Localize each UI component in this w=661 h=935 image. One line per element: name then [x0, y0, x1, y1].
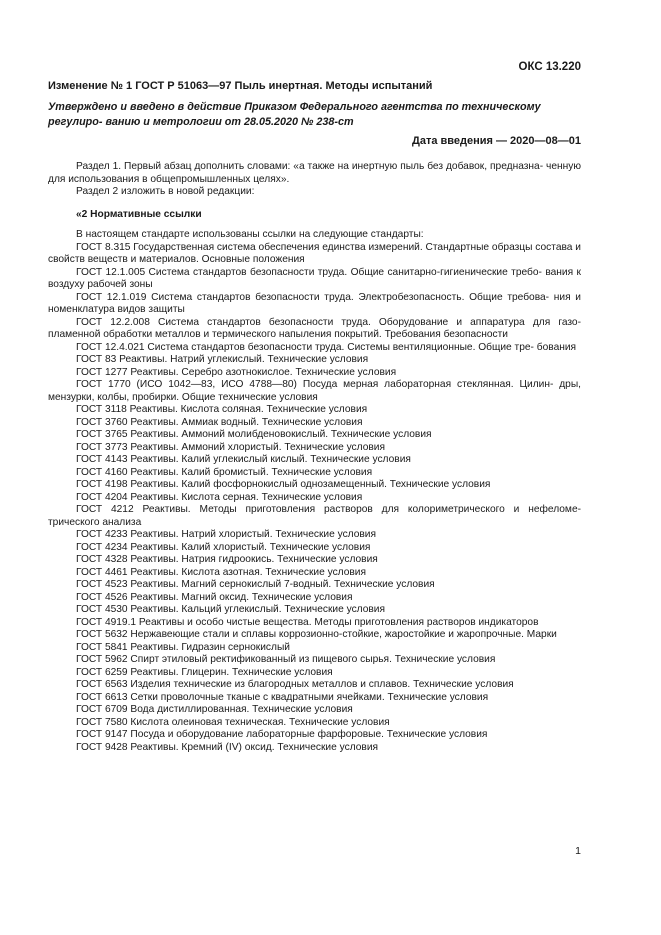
reference-item: ГОСТ 4328 Реактивы. Натрия гидроокись. Технические условия [76, 554, 378, 565]
reference-item: ГОСТ 5841 Реактивы. Гидразин сернокислый [76, 641, 290, 653]
reference-item: ГОСТ 4234 Реактивы. Калий хлористый. Технические условия [76, 541, 371, 553]
paragraph-section-2: Раздел 2 изложить в новой редакции: [76, 186, 255, 197]
reference-item: ГОСТ 12.1.019 Система стандартов безопасности труда. Электробезопасность. Общие требова- ния и номенклатура видов защиты [48, 291, 581, 315]
reference-item: ГОСТ 83 Реактивы. Натрий углекислый. Технические условия [76, 354, 369, 365]
reference-item: ГОСТ 3760 Реактивы. Аммиак водный. Технические условия [76, 416, 363, 428]
reference-item: ГОСТ 4523 Реактивы. Магний сернокислый 7-водный. Технические условия [76, 579, 435, 590]
document-body [48, 161, 581, 754]
reference-item: ГОСТ 3773 Реактивы. Аммоний хлористый. Технические условия [76, 441, 385, 453]
reference-item: ГОСТ 6709 Вода дистиллированная. Технические условия [76, 704, 353, 715]
reference-item: ГОСТ 12.4.021 Система стандартов безопасности труда. Системы вентиляционные. Общие тре- бования [76, 341, 577, 353]
reference-item: ГОСТ 6259 Реактивы. Глицерин. Технические условия [76, 666, 333, 678]
reference-item: ГОСТ 12.2.008 Система стандартов безопасности труда. Оборудование и аппаратура для газо- пламенной обработки металлов и термического напыления покрытий. Требования безопасности [48, 316, 581, 340]
reference-item: ГОСТ 4461 Реактивы. Кислота азотная. Технические условия [76, 566, 367, 578]
reference-item: ГОСТ 5962 Спирт этиловый ректификованный из пищевого сырья. Технические условия [76, 654, 496, 665]
reference-item: ГОСТ 6563 Изделия технические из благородных металлов и сплавов. Технические условия [76, 679, 514, 690]
introduction-date: Дата введения — 2020—08—01 [412, 135, 581, 147]
reference-item: ГОСТ 7580 Кислота олеиновая техническая. Технические условия [76, 716, 390, 728]
reference-item: ГОСТ 1277 Реактивы. Серебро азотнокислое. Технические условия [76, 366, 397, 378]
reference-item: ГОСТ 4204 Реактивы. Кислота серная. Технические условия [76, 491, 363, 503]
reference-item: ГОСТ 5632 Нержавеющие стали и сплавы коррозионно-стойкие, жаростойкие и жаропрочные. Марки [76, 629, 557, 640]
reference-item: ГОСТ 3118 Реактивы. Кислота соляная. Технические условия [76, 404, 368, 415]
references-lead: В настоящем стандарте использованы ссылки на следующие стандарты: [76, 229, 424, 240]
amendment-title: Изменение № 1 ГОСТ Р 51063—97 Пыль инертная. Методы испытаний [48, 80, 433, 92]
reference-item: ГОСТ 12.1.005 Система стандартов безопасности труда. Общие санитарно-гигиенические требо- вания к воздуху рабочей зоны [48, 266, 581, 290]
reference-item: ГОСТ 1770 (ИСО 1042—83, ИСО 4788—80) Посуда мерная лабораторная стеклянная. Цилин- дры, мензурки, колбы, пробирки. Общие технические условия [48, 379, 581, 403]
reference-item: ГОСТ 8.315 Государственная система обеспечения единства измерений. Стандартные образцы состава и свойств веществ и материалов. Основные положения [48, 241, 581, 265]
reference-item: ГОСТ 6613 Сетки проволочные тканые с квадратными ячейками. Технические условия [76, 691, 489, 703]
reference-item: ГОСТ 4198 Реактивы. Калий фосфорнокислый однозамещенный. Технические условия [76, 479, 491, 490]
reference-item: ГОСТ 4919.1 Реактивы и особо чистые вещества. Методы приготовления растворов индикаторов [76, 616, 539, 628]
page-number: 1 [575, 845, 581, 857]
classification-code: ОКС 13.220 [518, 61, 581, 73]
section-heading: «2 Нормативные ссылки [76, 208, 202, 220]
paragraph-section-1: Раздел 1. Первый абзац дополнить словами: «а также на инертную пыль без добавок, предназна- ченную для использования в общепромышленных целях». [48, 161, 581, 185]
reference-item: ГОСТ 4233 Реактивы. Натрий хлористый. Технические условия [76, 529, 377, 540]
approval-statement: Утверждено и введено в действие Приказом Федерального агентства по техническому регулиро- ванию и метрологии от 28.05.2020 № 238-ст [48, 101, 541, 128]
reference-item: ГОСТ 4143 Реактивы. Калий углекислый кислый. Технические условия [76, 454, 411, 465]
reference-item: ГОСТ 4526 Реактивы. Магний оксид. Технические условия [76, 591, 353, 603]
reference-item: ГОСТ 4212 Реактивы. Методы приготовления растворов для колориметрического и нефеломе- трического анализа [48, 504, 581, 528]
reference-item: ГОСТ 9428 Реактивы. Кремний (IV) оксид. Технические условия [76, 741, 379, 753]
reference-item: ГОСТ 4530 Реактивы. Кальций углекислый. Технические условия [76, 604, 386, 615]
reference-item: ГОСТ 9147 Посуда и оборудование лабораторные фарфоровые. Технические условия [76, 729, 488, 740]
reference-item: ГОСТ 4160 Реактивы. Калий бромистый. Технические условия [76, 466, 373, 478]
reference-item: ГОСТ 3765 Реактивы. Аммоний молибденовокислый. Технические условия [76, 429, 432, 440]
references-list [48, 242, 581, 755]
